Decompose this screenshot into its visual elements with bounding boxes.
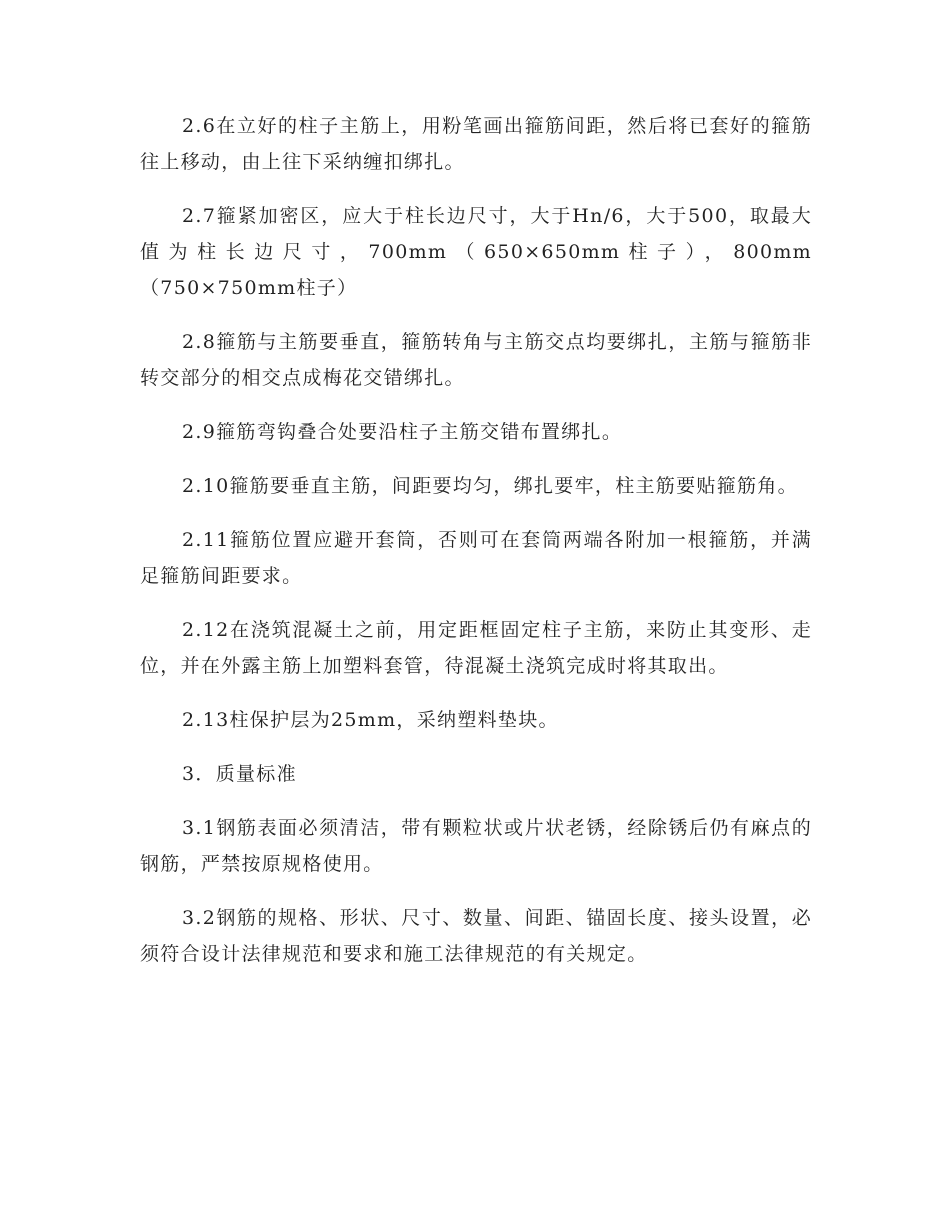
- paragraph-2-13: 2.13柱保护层为25mm，采纳塑料垫块。: [182, 709, 559, 731]
- paragraph-3-1: 3.1钢筋表面必须清洁，带有颗粒状或片状老锈，经除锈后仍有麻点的钢筋，严禁按原规格使用。: [140, 817, 812, 875]
- paragraph-2-11: 2.11箍筋位置应避开套筒，否则可在套筒两端各附加一根箍筋，并满足箍筋间距要求。: [140, 529, 812, 587]
- paragraph-2-10: 2.10箍筋要垂直主筋，间距要均匀，绑扎要牢，柱主筋要贴箍筋角。: [182, 475, 798, 497]
- section-heading-3: 3．质量标准: [182, 763, 297, 785]
- paragraph-2-6: 2.6在立好的柱子主筋上，用粉笔画出箍筋间距，然后将已套好的箍筋往上移动，由上往下采纳缠扣绑扎。: [140, 115, 812, 173]
- paragraph-2-9: 2.9箍筋弯钩叠合处要沿柱子主筋交错布置绑扎。: [182, 421, 623, 443]
- document-body: [140, 108, 812, 990]
- paragraph-2-8: 2.8箍筋与主筋要垂直，箍筋转角与主筋交点均要绑扎，主筋与箍筋非转交部分的相交点成梅花交错绑扎。: [140, 331, 812, 389]
- paragraph-3-2: 3.2钢筋的规格、形状、尺寸、数量、间距、锚固长度、接头设置，必须符合设计法律规范和要求和施工法律规范的有关规定。: [140, 907, 812, 965]
- paragraph-2-12: 2.12在浇筑混凝土之前，用定距框固定柱子主筋，来防止其变形、走位，并在外露主筋上加塑料套管，待混凝土浇筑完成时将其取出。: [140, 619, 812, 677]
- paragraph-2-7: 2.7箍紧加密区，应大于柱长边尺寸，大于Hn/6，大于500，取最大值为柱长边尺寸，700mm（650×650mm柱子），800mm（750×750mm柱子）: [140, 205, 812, 299]
